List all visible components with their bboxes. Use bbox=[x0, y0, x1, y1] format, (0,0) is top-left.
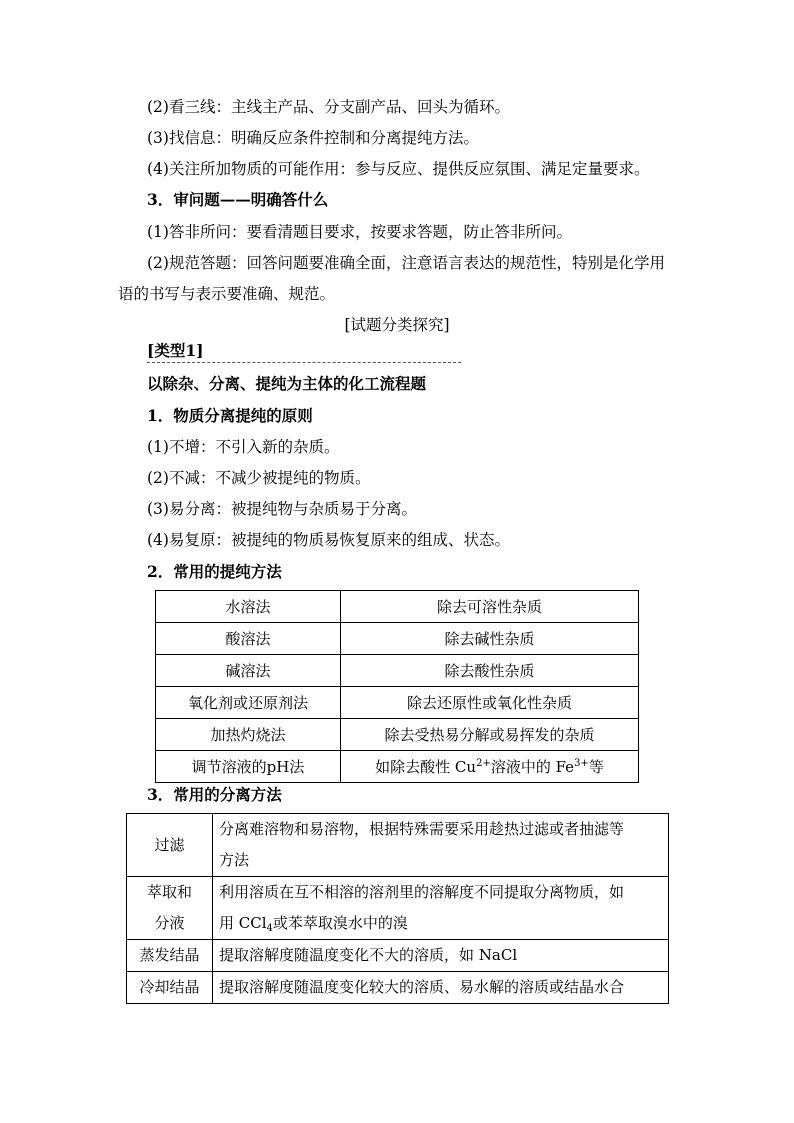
desc-line bbox=[219, 908, 662, 939]
separation-name-cell bbox=[127, 877, 213, 940]
fe-charge: 3+ bbox=[574, 757, 589, 769]
ph-suffix: 等 bbox=[588, 757, 604, 776]
principles-heading: 1．物质分离提纯的原则 bbox=[147, 406, 313, 425]
paragraph-standard-answer-line1: (2)规范答题：回答问题要准确全面，注意语言表达的规范性，特别是化学用 bbox=[147, 254, 665, 272]
table-row bbox=[156, 751, 639, 783]
name-line: 萃取和 bbox=[146, 883, 192, 901]
methods-heading: 2．常用的提纯方法 bbox=[147, 562, 282, 581]
purpose-cell: 除去可溶性杂质 bbox=[341, 591, 639, 623]
purpose-cell: 除去受热易分解或易挥发的杂质 bbox=[341, 719, 639, 751]
separation-desc-cell: 提取溶解度随温度变化不大的溶质，如 NaCl bbox=[213, 940, 669, 972]
ph-middle: 溶液中的 Fe bbox=[490, 757, 575, 776]
paragraph-view-three-lines: (2)看三线：主线主产品、分支副产品、回头为循环。 bbox=[147, 98, 510, 116]
table-row bbox=[156, 591, 639, 623]
principle-easy-restore: (4)易复原：被提纯的物质易恢复原来的组成、状态。 bbox=[147, 531, 510, 549]
method-cell: 碱溶法 bbox=[156, 655, 341, 687]
desc-line: 利用溶质在互不相溶的溶剂里的溶解度不同提取分离物质，如 bbox=[219, 883, 625, 901]
purpose-cell bbox=[341, 751, 639, 783]
ccl4-suffix: 或苯萃取溴水中的溴 bbox=[272, 914, 408, 932]
ccl4-prefix: 用 CCl bbox=[219, 914, 267, 932]
method-cell: 调节溶液的pH法 bbox=[156, 751, 341, 783]
table-row bbox=[156, 687, 639, 719]
purification-methods-table bbox=[155, 590, 639, 783]
method-cell: 水溶法 bbox=[156, 591, 341, 623]
separation-desc-cell bbox=[213, 877, 669, 940]
table-row bbox=[156, 719, 639, 751]
desc-line: 分离难溶物和易溶物，根据特殊需要采用趁热过滤或者抽滤等 bbox=[219, 820, 625, 838]
table-row bbox=[127, 940, 669, 972]
separation-heading: 3．常用的分离方法 bbox=[147, 785, 282, 804]
table-row bbox=[127, 972, 669, 1004]
table-row bbox=[127, 814, 669, 877]
type1-title: 以除杂、分离、提纯为主体的化工流程题 bbox=[147, 374, 427, 393]
purpose-cell: 除去碱性杂质 bbox=[341, 623, 639, 655]
dashed-divider bbox=[147, 362, 461, 363]
paragraph-find-info: (3)找信息：明确反应条件控制和分离提纯方法。 bbox=[147, 129, 479, 147]
table-row bbox=[156, 623, 639, 655]
separation-desc-cell: 提取溶解度随温度变化较大的溶质、易水解的溶质或结晶水合 bbox=[213, 972, 669, 1004]
principle-no-increase: (1)不增：不引入新的杂质。 bbox=[147, 438, 340, 456]
desc-line: 方法 bbox=[219, 851, 250, 869]
separation-name-cell: 蒸发结晶 bbox=[127, 940, 213, 972]
table-row bbox=[156, 655, 639, 687]
method-cell: 加热灼烧法 bbox=[156, 719, 341, 751]
table-row bbox=[127, 877, 669, 940]
paragraph-added-substances: (4)关注所加物质的可能作用：参与反应、提供反应氛围、满足定量要求。 bbox=[147, 160, 650, 178]
separation-methods-table bbox=[126, 813, 669, 1004]
method-cell: 酸溶法 bbox=[156, 623, 341, 655]
cu-charge: 2+ bbox=[476, 757, 491, 769]
principle-easy-separate: (3)易分离：被提纯物与杂质易于分离。 bbox=[147, 500, 417, 518]
method-cell: 氧化剂或还原剂法 bbox=[156, 687, 341, 719]
name-line: 分液 bbox=[154, 914, 185, 932]
paragraph-off-topic: (1)答非所问：要看清题目要求，按要求答题，防止答非所问。 bbox=[147, 223, 572, 241]
separation-name-cell: 冷却结晶 bbox=[127, 972, 213, 1004]
purpose-cell: 除去酸性杂质 bbox=[341, 655, 639, 687]
explore-title: [试题分类探究] bbox=[344, 316, 450, 334]
separation-name-cell: 过滤 bbox=[127, 814, 213, 877]
principle-no-decrease: (2)不减：不减少被提纯的物质。 bbox=[147, 469, 371, 487]
section3-heading: 3．审问题——明确答什么 bbox=[147, 190, 329, 209]
ccl4-subscript: 4 bbox=[266, 923, 273, 934]
purpose-cell: 除去还原性或氧化性杂质 bbox=[341, 687, 639, 719]
separation-desc-cell bbox=[213, 814, 669, 877]
ph-prefix: 如除去酸性 Cu bbox=[375, 757, 477, 776]
paragraph-standard-answer-line2: 语的书写与表示要准确、规范。 bbox=[118, 285, 336, 303]
type1-tag: [类型1] bbox=[147, 341, 204, 360]
